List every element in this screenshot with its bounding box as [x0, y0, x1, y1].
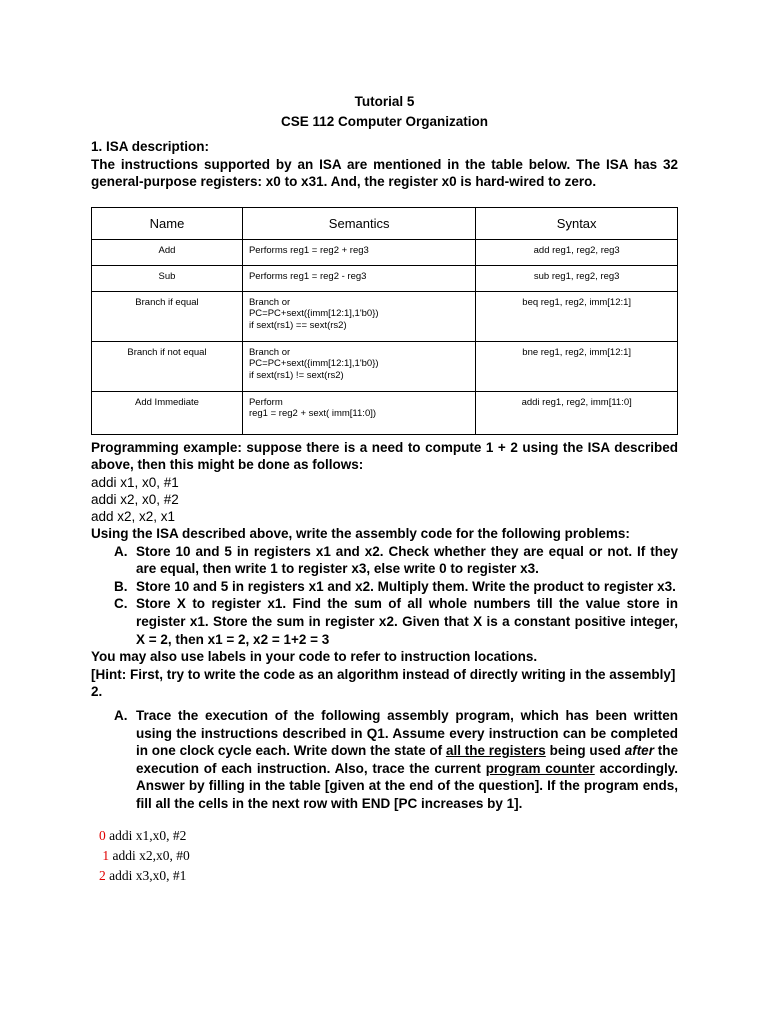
q2a-italic-after: after [624, 743, 654, 759]
hint-text: [Hint: First, try to write the code as an algorithm instead of directly writing in the assembly] [91, 666, 676, 682]
example-code-line: addi x1, x0, #1 [91, 474, 179, 490]
cell-name: Branch if not equal [92, 341, 243, 391]
program-code: addi x2,x0, #0 [112, 848, 190, 864]
cell-semantics [242, 291, 475, 341]
problem-label: C. [114, 596, 128, 612]
line-number: 0 [99, 828, 106, 844]
problem-label: A. [114, 543, 128, 559]
line-number: 1 [102, 848, 110, 864]
table-row [92, 341, 678, 391]
semantics-line: reg1 = reg2 + sext( imm[11:0]) [248, 408, 377, 420]
semantics-line: Perform [248, 396, 283, 408]
cell-semantics [242, 239, 475, 265]
table-row [92, 239, 678, 265]
q2a-underline-pc: program counter [485, 760, 595, 776]
q2a-text: Trace the execution of the following assembly program, which has been written using the instructions described in Q1. Assume every instruction can be completed in one clock cycle each. Write down the state of [136, 707, 678, 759]
program-code: addi x1,x0, #2 [109, 828, 187, 844]
program-line [99, 846, 678, 866]
table-row [92, 391, 678, 434]
list-item [114, 595, 678, 648]
cell-semantics [242, 391, 475, 434]
col-header-name: Name [92, 207, 243, 239]
semantics-line: PC=PC+sext({imm[12:1],1'b0}) [248, 358, 379, 370]
cell-syntax: bne reg1, reg2, imm[12:1] [476, 341, 678, 391]
cell-syntax: addi reg1, reg2, imm[11:0] [476, 391, 678, 434]
q2a-text: being used [545, 743, 625, 759]
problem-text: Store 10 and 5 in registers x1 and x2. Multiply them. Write the product to register x3. [136, 578, 676, 594]
cell-name: Branch if equal [92, 291, 243, 341]
list-item [114, 578, 678, 596]
q2a-text: accordingly. Answer by filling in the table [given at the end of the question]. If the program ends, fill all the cells in the next row with END [PC increases by 1]. [136, 760, 679, 811]
semantics-line: if sext(rs1) == sext(rs2) [248, 319, 347, 331]
cell-syntax: sub reg1, reg2, reg3 [476, 265, 678, 291]
example-code-line: add x2, x2, x1 [91, 508, 176, 524]
program-code: addi x3,x0, #1 [109, 868, 187, 884]
semantics-line: PC=PC+sext({imm[12:1],1'b0}) [248, 308, 379, 320]
q2-number: 2. [91, 684, 103, 700]
semantics-line: Branch or [248, 296, 291, 308]
cell-name: Sub [92, 265, 243, 291]
program-line [99, 826, 678, 846]
col-header-syntax: Syntax [476, 207, 678, 239]
assembly-program [99, 826, 678, 886]
cell-syntax: beq reg1, reg2, imm[12:1] [476, 291, 678, 341]
problem-label: B. [114, 578, 128, 594]
problem-list [91, 543, 678, 649]
cell-semantics [242, 341, 475, 391]
q2a-text: the execution of each instruction. Also, trace the current [136, 743, 678, 776]
cell-semantics [242, 265, 475, 291]
col-header-semantics: Semantics [242, 207, 475, 239]
problem-text: Store X to register x1. Find the sum of all whole numbers till the value store in register x1. Store the sum in register x2. Given that X is a constant positive integer, X = 2, then x1 = 2, x2 = 1+2 = 3 [136, 596, 678, 647]
document-title: Tutorial 5 [354, 94, 415, 109]
example-code-line: addi x2, x0, #2 [91, 491, 179, 507]
example-code [91, 474, 678, 525]
semantics-line: Performs reg1 = reg2 + reg3 [248, 244, 369, 256]
q2a-underline-registers: all the registers [445, 743, 546, 759]
q2a-paragraph [114, 707, 679, 813]
table-row [92, 291, 678, 341]
program-line [99, 866, 678, 886]
isa-table [91, 207, 678, 435]
q1-heading: 1. ISA description: [91, 139, 210, 154]
cell-syntax: add reg1, reg2, reg3 [476, 239, 678, 265]
labels-note: You may also use labels in your code to refer to instruction locations. [91, 649, 538, 665]
example-intro: Programming example: suppose there is a need to compute 1 + 2 using the ISA described above, then this might be done as follows: [91, 439, 678, 473]
q2a-label: A. [114, 707, 128, 723]
list-item [114, 543, 678, 578]
semantics-line: if sext(rs1) != sext(rs2) [248, 369, 344, 381]
course-title: CSE 112 Computer Organization [280, 114, 489, 129]
semantics-line: Performs reg1 = reg2 - reg3 [248, 270, 367, 282]
line-number: 2 [99, 868, 106, 884]
table-row [92, 265, 678, 291]
problem-text: Store 10 and 5 in registers x1 and x2. Check whether they are equal or not. If they are equal, then write 1 to register x3, else write 0 to register x3. [136, 543, 678, 577]
document-page [91, 90, 678, 886]
cell-name: Add Immediate [92, 391, 243, 434]
cell-name: Add [92, 239, 243, 265]
isa-table-header [92, 207, 678, 239]
q1-intro: The instructions supported by an ISA are mentioned in the table below. The ISA has 32 general-purpose registers: x0 to x31. And, the register x0 is hard-wired to zero. [91, 156, 678, 190]
task-statement: Using the ISA described above, write the assembly code for the following problems: [91, 525, 630, 541]
semantics-line: Branch or [248, 346, 291, 358]
